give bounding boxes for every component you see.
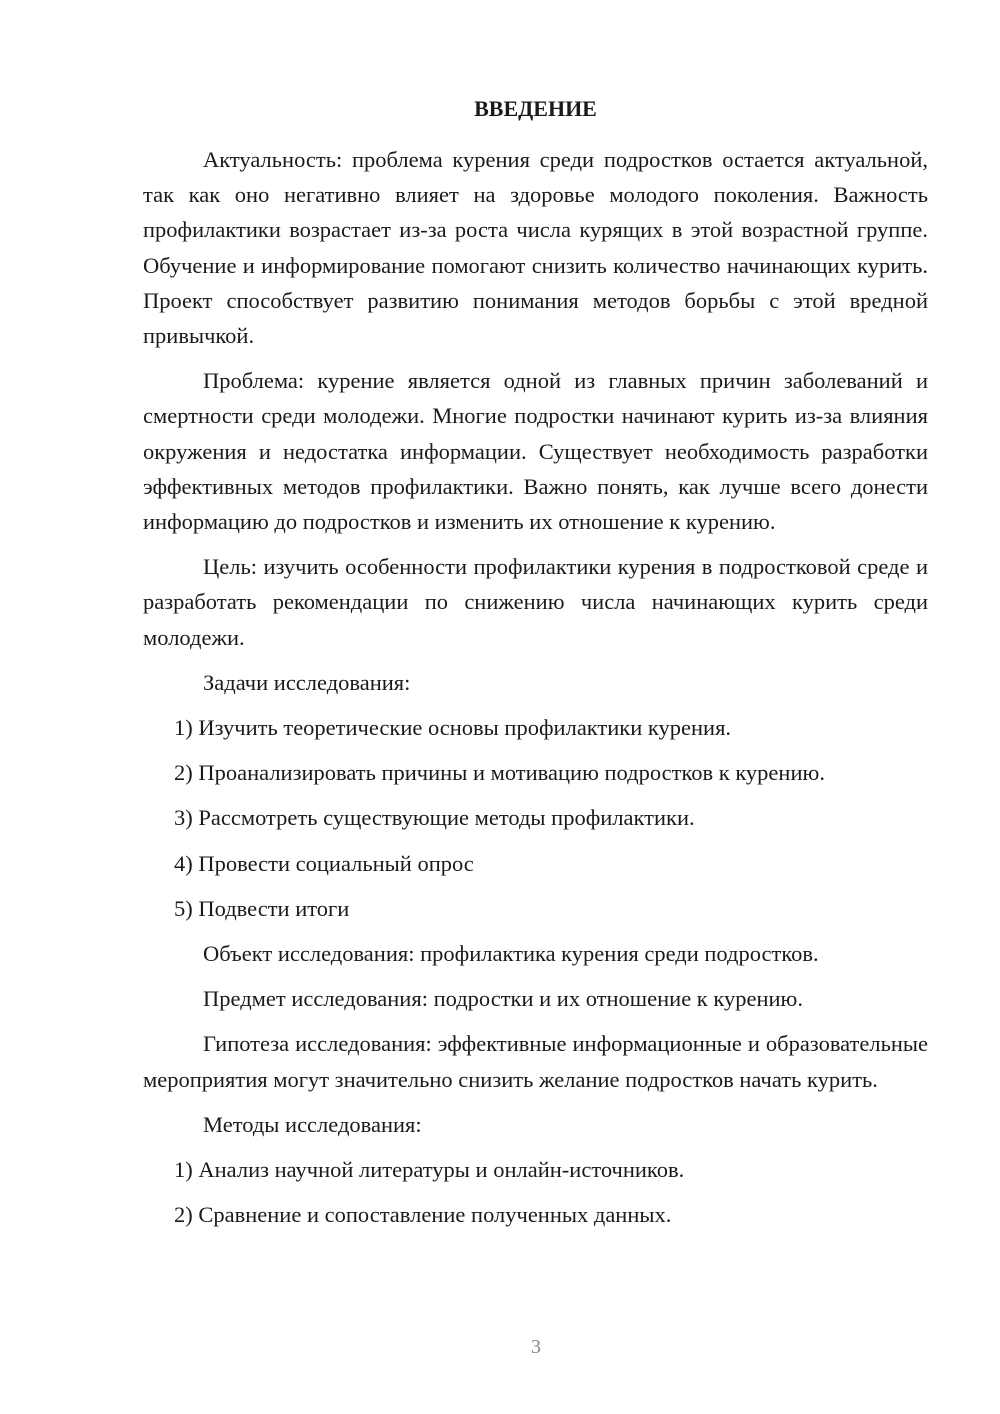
list-item: 5) Подвести итоги — [174, 895, 350, 921]
list-item: 2) Проанализировать причины и мотивацию подростков к курению. — [174, 760, 825, 786]
list-item: 2) Сравнение и сопоставление полученных данных. — [174, 1202, 672, 1228]
body-text — [143, 142, 928, 1232]
page-number: 3 — [531, 1336, 541, 1358]
list-item: 1) Изучить теоретические основы профилактики курения. — [174, 715, 732, 741]
list-item: 3) Рассмотреть существующие методы профилактики. — [174, 805, 695, 831]
list-item: 1) Анализ научной литературы и онлайн-источников. — [174, 1157, 685, 1183]
page-title: ВВЕДЕНИЕ — [474, 96, 597, 121]
list-item: 4) Провести социальный опрос — [174, 850, 474, 876]
paragraph-problem: Проблема: курение является одной из главных причин заболеваний и смертности среди молодежи. Многие подростки начинают курить из-за влияния окружения и недостатка информации. Существует необходимость разработки эффективных методов профилактики. Важно понять, как лучше всего донести информацию до подростков и изменить их отношение к курению. — [143, 368, 928, 535]
paragraph-relevance: Актуальность: проблема курения среди подростков остается актуальной, так как оно негативно влияет на здоровье молодого поколения. Важность профилактики возрастает из-за роста числа курящих в этой возрастной группе. Обучение и информирование помогают снизить количество начинающих курить. Проект способствует развитию понимания методов борьбы с этой вредной привычкой. — [143, 147, 928, 349]
tasks-label: Задачи исследования: — [203, 669, 411, 695]
paragraph-subject: Предмет исследования: подростки и их отношение к курению. — [203, 986, 803, 1012]
paragraph-hypothesis: Гипотеза исследования: эффективные информационные и образовательные мероприятия могут значительно снизить желание подростков начать курить. — [143, 1031, 928, 1092]
paragraph-goal: Цель: изучить особенности профилактики курения в подростковой среде и разработать рекомендации по снижению числа начинающих курить среди молодежи. — [143, 554, 928, 650]
methods-label: Методы исследования: — [203, 1111, 422, 1137]
paragraph-object: Объект исследования: профилактика курения среди подростков. — [203, 941, 819, 967]
